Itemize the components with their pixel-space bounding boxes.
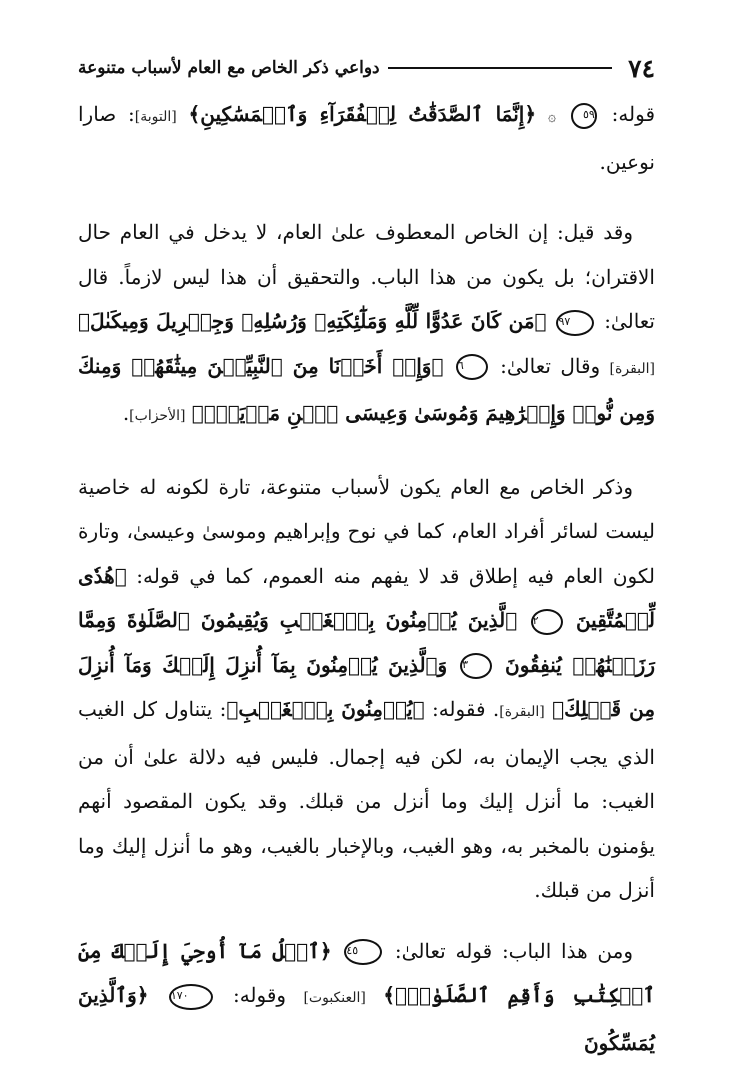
surah-reference: [البقرة] (610, 361, 655, 377)
hizb-star-icon: ۞ (548, 109, 556, 125)
paragraph-text: وقد قيل: إن الخاص المعطوف علىٰ العام، لا يدخل في العام حال الاقتران؛ بل يكون من هذا الباب. والتحقيق أن هذا ليس لازماً. قال تعالىٰ: (78, 220, 655, 333)
quran-verse: ﴿يُؤۡمِنُونَ بِٱلۡغَيۡبِ﴾ (226, 697, 424, 721)
quran-verse: ﴿ٱتۡلُ مَآ أُوحِيَ إِلَيۡكَ مِنَ ٱلۡكِتَٰبِ وَأَقِمِ ٱلصَّلَوٰةَۖ﴾ (78, 939, 655, 1008)
quran-verse: ﴿وَإِذۡ أَخَذۡنَا مِنَ ٱلنَّبِيِّـۧنَ مِيثَٰقَهُمۡ وَمِنكَ وَمِن نُّوحٖ وَإِبۡرَٰهِيمَ وَمُوسَىٰ وَعِيسَى ٱبۡنِ مَرۡيَمَۖ﴾ (78, 354, 655, 426)
ayah-number: ٢ (531, 609, 563, 635)
quran-verse: ﴿مَن كَانَ عَدُوًّا لِّلَّهِ وَمَلَٰٓئِكَتِهِۦ وَرُسُلِهِۦ وَجِبۡرِيلَ وَمِيكَىٰلَ﴾ (78, 309, 547, 333)
paragraph-4 (78, 929, 655, 1065)
paragraph-2 (78, 210, 655, 439)
surah-reference: [الأحزاب] (129, 408, 185, 424)
ayah-number: ٦ (456, 354, 488, 380)
ayah-number: ٥٩ (571, 103, 597, 129)
ayah-number: ٩٧ (556, 310, 594, 336)
paragraph-text: : يتناول كل الغيب الذي يجب الإيمان به، لكن فيه إجمال. فليس فيه دلالة علىٰ أن من الغيب: ما أنزل إليك وما أنزل من قبلك. وقد يكون المقصود أنهم يؤمنون بالمخبر به، وهو الغيب، وبالإخبار بالغيب، وهو ما أنزل إليك وما أنزل من قبلك. (78, 697, 655, 902)
body-text (78, 92, 655, 1065)
quran-verse: ٱلَّذِينَ يُؤۡمِنُونَ بِٱلۡغَيۡبِ وَيُقِيمُونَ ٱلصَّلَوٰةَ وَمِمَّا رَزَقۡنَٰهُمۡ يُنفِقُونَ (78, 608, 655, 677)
running-title: دواعي ذكر الخاص مع العام لأسباب متنوعة (78, 58, 380, 78)
intro-text: قوله: (612, 102, 655, 126)
ayah-number: ٣ (460, 653, 492, 679)
punctuation: . (123, 401, 129, 425)
ayah-number: ١٧٠ (169, 984, 213, 1010)
surah-reference: [البقرة] (499, 704, 544, 720)
paragraph-3 (78, 465, 655, 913)
paragraph-gap (78, 439, 655, 465)
quran-verse: ﴿وَٱلَّذِينَ يُمَسِّكُونَ (78, 983, 655, 1055)
surah-reference: [العنكبوت] (303, 990, 365, 1006)
surah-reference: [التوبة] (135, 109, 177, 125)
paragraph-text: وقوله: (233, 983, 286, 1007)
paragraph-text: وذكر الخاص مع العام يكون لأسباب متنوعة، تارة لكونه له خاصية ليست لسائر أفراد العام، كما في نوح وإبراهيم وموسىٰ وعيسىٰ، وتارة لكون العام فيه إطلاق قد لا يفهم منه العموم، كما في قوله: (78, 475, 655, 588)
paragraph-gap (78, 913, 655, 929)
paragraph-text: ومن هذا الباب: قوله تعالىٰ: (395, 939, 633, 963)
quran-verse: وَٱلَّذِينَ يُؤۡمِنُونَ بِمَآ أُنزِلَ إِلَيۡكَ وَمَآ أُنزِلَ مِن قَبۡلِكَ﴾ (78, 653, 655, 722)
quran-verse: ﴿هُدٗى لِّلۡمُتَّقِينَ (78, 564, 655, 633)
page-number: ٧٤ (628, 54, 655, 83)
ayah-number: ٤٥ (344, 939, 382, 965)
header-rule (388, 67, 613, 69)
quran-verse: ﴿إِنَّمَا ٱلصَّدَقَٰتُ لِلۡفُقَرَآءِ وَٱلۡمَسَٰكِينِ﴾ (189, 102, 537, 126)
paragraph-1 (78, 92, 655, 184)
paragraph-text: وقال تعالىٰ: (500, 354, 600, 378)
running-header (78, 48, 655, 88)
paragraph-text: : صارا نوعين. (78, 102, 655, 174)
paragraph-gap (78, 184, 655, 210)
paragraph-text: . فقوله: (432, 697, 499, 721)
